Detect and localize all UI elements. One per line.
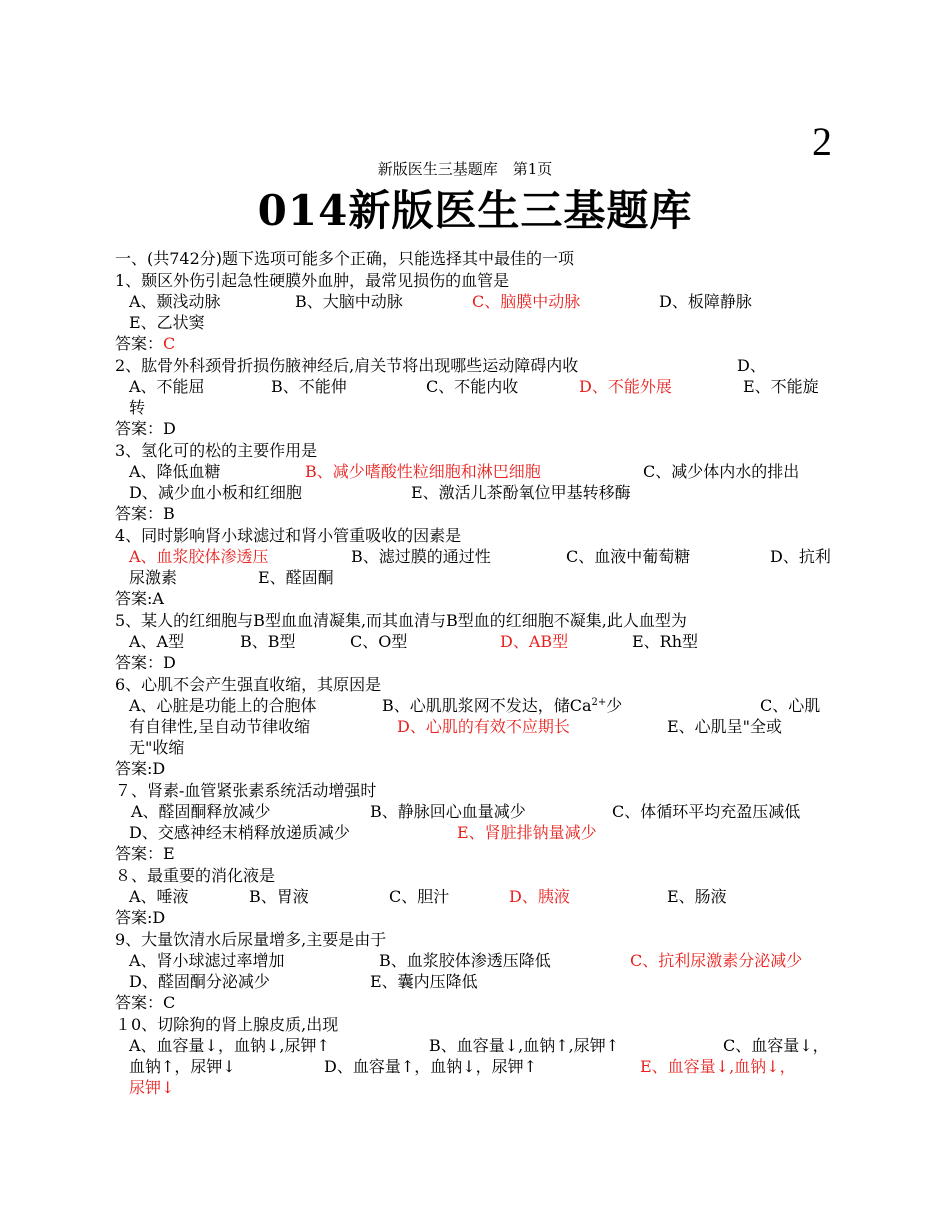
question-stem: 6、心肌不会产生强直收缩，其原因是 [115, 675, 382, 694]
answer-value: A [152, 589, 164, 608]
answer-value: C [163, 993, 176, 1012]
page-header: 新版医生三基题库 第1页 [377, 160, 553, 178]
option: C、胆汁 [389, 887, 450, 906]
option: B、滤过膜的通过性 [351, 547, 491, 566]
option: D、板障静脉 [659, 292, 752, 311]
option: B、不能伸 [271, 377, 347, 396]
answer-value: B [163, 504, 175, 523]
answer-label: 答案: [115, 759, 153, 778]
option: C、减少体内水的排出 [643, 462, 800, 481]
option: A、血容量↓，血钠↓,尿钾↑ [129, 1036, 330, 1055]
answer-value: D [152, 759, 166, 778]
answer-line [115, 333, 175, 354]
option: A、降低血糖 [129, 462, 221, 481]
answer-label: 答案： [115, 844, 164, 863]
option: D、减少血小板和红细胞 [129, 483, 302, 502]
option: A、心脏是功能上的合胞体 [129, 696, 317, 715]
option: E、激活儿茶酚氧位甲基转移酶 [411, 483, 631, 502]
option-continuation: 有自律性,呈自动节律收缩 [129, 717, 311, 736]
stem-tail: D、 [737, 356, 766, 375]
option: D、醛固酮分泌减少 [129, 972, 270, 991]
answer-line [115, 652, 176, 673]
option: D、交感神经末梢释放递质减少 [129, 823, 350, 842]
correct-option: E、肾脏排钠量减少 [457, 823, 597, 842]
option: A、肾小球滤过率增加 [129, 951, 285, 970]
answer-label: 答案: [115, 908, 153, 927]
question-stem: 3、氢化可的松的主要作用是 [115, 441, 318, 460]
option: B、血容量↓,血钠↑,尿钾↑ [429, 1036, 620, 1055]
page-number: 2 [812, 119, 832, 164]
option-continuation: 尿激素 [129, 568, 178, 587]
question-stem: 9、大量饮清水后尿量增多,主要是由于 [115, 930, 387, 949]
correct-option: A、血浆胶体渗透压 [129, 547, 269, 566]
option: D、血容量↑，血钠↓，尿钾↑ [324, 1057, 538, 1076]
section-heading: 一、(共742分)题下选项可能多个正确，只能选择其中最佳的一项 [115, 249, 575, 268]
stem-text: 2、肱骨外科颈骨折损伤腋神经后,肩关节将出现哪些运动障碍内收 [115, 356, 579, 375]
question-stem: ８、最重要的消化液是 [115, 866, 276, 885]
option: B、静脉回心血量减少 [370, 802, 526, 821]
option: C、血液中葡萄糖 [566, 547, 691, 566]
option: B、胃液 [249, 887, 309, 906]
superscript: 2+ [591, 697, 607, 708]
option-text-tail: 少 [606, 696, 623, 715]
option: E、心肌呈"全或 [667, 717, 783, 736]
option: D、抗利 [770, 547, 831, 566]
correct-option-continuation: 尿钾↓ [129, 1078, 175, 1097]
answer-value: D [163, 653, 176, 672]
option-continuation: 转 [129, 398, 146, 417]
option: E、不能旋 [743, 377, 819, 396]
option: E、肠液 [667, 887, 727, 906]
answer-line [115, 418, 176, 439]
option: C、血容量↓， [723, 1036, 829, 1055]
answer-value: D [163, 419, 176, 438]
option [382, 695, 622, 716]
question-stem [115, 355, 835, 376]
option: C、心肌 [760, 696, 821, 715]
option: B、血浆胶体渗透压降低 [379, 951, 551, 970]
question-stem: 5、某人的红细胞与B型血血清凝集,而其血清与B型血的红细胞不凝集,此人血型为 [115, 611, 687, 630]
answer-label: 答案： [115, 334, 164, 353]
option: A、醛固酮释放减少 [131, 802, 271, 821]
option: A、唾液 [129, 887, 189, 906]
answer-line [115, 843, 175, 864]
correct-option: C、脑膜中动脉 [472, 292, 581, 311]
question-stem: 4、同时影响肾小球滤过和肾小管重吸收的因素是 [115, 526, 462, 545]
answer-label: 答案： [115, 419, 164, 438]
answer-label: 答案： [115, 504, 164, 523]
correct-option: D、心肌的有效不应期长 [397, 717, 570, 736]
answer-line [115, 588, 164, 609]
correct-option: D、AB型 [500, 632, 569, 651]
document-title: 014新版医生三基题库 [257, 186, 693, 235]
option-continuation: 血钠↑，尿钾↓ [129, 1057, 236, 1076]
option: A、不能屈 [129, 377, 205, 396]
answer-value: C [163, 334, 176, 353]
answer-value: D [152, 908, 166, 927]
answer-label: 答案: [115, 589, 153, 608]
option: B、B型 [240, 632, 296, 651]
answer-line [115, 907, 165, 928]
option: C、O型 [350, 632, 408, 651]
answer-label: 答案： [115, 993, 164, 1012]
option: A、颞浅动脉 [129, 292, 221, 311]
option: C、不能内收 [426, 377, 519, 396]
question-stem: ７、肾素-血管紧张素系统活动增强时 [115, 781, 377, 800]
answer-line [115, 992, 175, 1013]
correct-option: D、不能外展 [579, 377, 672, 396]
answer-line [115, 503, 175, 524]
option: B、大脑中动脉 [295, 292, 403, 311]
answer-line [115, 758, 165, 779]
option-text: B、心肌肌浆网不发达，储Ca [382, 696, 592, 715]
correct-option: C、抗利尿激素分泌减少 [630, 951, 803, 970]
option-continuation: 无"收缩 [129, 738, 185, 757]
option: E、乙状窦 [129, 313, 205, 332]
option: A、A型 [129, 632, 185, 651]
option: E、醛固酮 [258, 568, 334, 587]
correct-option: D、胰液 [509, 887, 570, 906]
question-stem: １0、切除狗的肾上腺皮质,出现 [115, 1015, 339, 1034]
option: E、Rh型 [632, 632, 699, 651]
correct-option: B、减少嗜酸性粒细胞和淋巴细胞 [305, 462, 541, 481]
correct-option: E、血容量↓,血钠↓， [640, 1057, 796, 1076]
option: C、体循环平均充盈压减低 [612, 802, 801, 821]
option: E、囊内压降低 [370, 972, 478, 991]
question-stem: 1、颞区外伤引起急性硬膜外血肿，最常见损伤的血管是 [115, 271, 510, 290]
answer-label: 答案： [115, 653, 164, 672]
answer-value: E [163, 844, 175, 863]
